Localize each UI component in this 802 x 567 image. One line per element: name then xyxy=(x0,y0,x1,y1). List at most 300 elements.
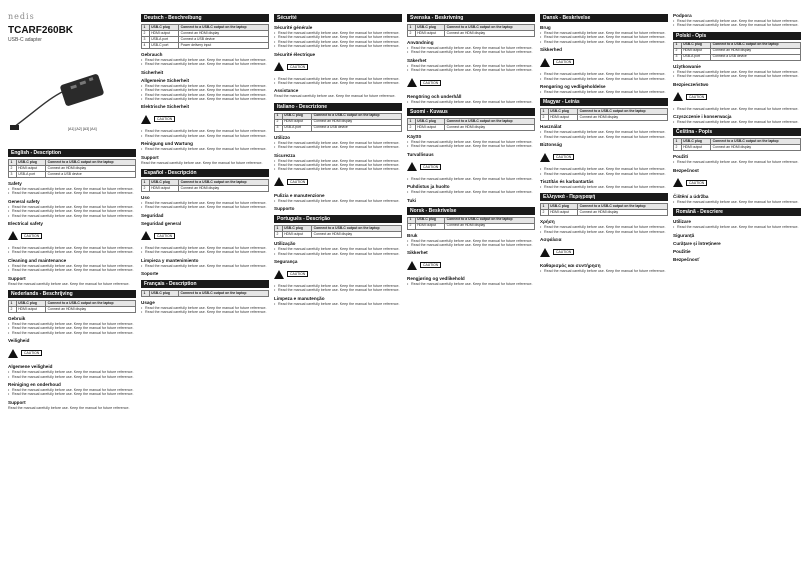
section-heading: Rengjøring og vedlikehold xyxy=(407,276,465,282)
column-4 xyxy=(407,10,535,558)
table-cell: 2 xyxy=(408,223,416,229)
body-text: • Read the manual carefully before use. Keep the manual for future reference. xyxy=(274,141,402,145)
table-cell: USB-C plug xyxy=(415,25,445,31)
body-text: • Read the manual carefully before use. Keep the manual for future reference. xyxy=(540,172,668,176)
body-text: Read the manual carefully before use. Keep the manual for future reference. xyxy=(274,94,396,99)
section-heading: Használat xyxy=(540,124,562,130)
section-heading: Podpora xyxy=(673,13,692,18)
body-text: CAUTION xyxy=(553,249,574,255)
table-cell: USB-C plug xyxy=(681,42,711,48)
table-cell: 2 xyxy=(541,115,549,121)
body-text: Read the manual carefully before use. Keep the manual for future reference. xyxy=(141,160,263,165)
body-text: • Read the manual carefully before use. Keep the manual for future reference. xyxy=(407,46,535,50)
section-title: Română - Descriere xyxy=(673,208,801,216)
body-text: CAUTION xyxy=(154,116,175,122)
caution-block xyxy=(274,174,402,190)
section-heading: Limpieza y mantenimiento xyxy=(141,257,199,263)
section-heading: Čištění a údržba xyxy=(673,193,709,199)
table-cell: Connect an HDMI display xyxy=(578,115,668,121)
section-heading: Použití xyxy=(673,154,689,160)
section-heading: Tisztítás és karbantartás xyxy=(540,179,594,185)
body-text: • Read the manual carefully before use. Keep the manual for future reference. xyxy=(673,19,801,23)
table-cell: 2 xyxy=(275,232,283,238)
body-text: • Read the manual carefully before use. Keep the manual for future reference. xyxy=(274,167,402,171)
column-6 xyxy=(673,10,801,558)
table-cell: USB-C plug xyxy=(16,160,46,166)
warning-icon xyxy=(8,231,18,240)
body-text: • Read the manual carefully before use. Keep the manual for future reference. xyxy=(274,199,402,203)
section-heading: Assistance xyxy=(274,88,299,94)
table-cell: 1 xyxy=(275,226,283,232)
table-cell: HDMI output xyxy=(282,119,312,125)
body-text: • Read the manual carefully before use. Keep the manual for future reference. xyxy=(141,310,269,314)
table-cell: HDMI output xyxy=(415,30,445,36)
body-text: • Read the manual carefully before use. Keep the manual for future reference. xyxy=(540,185,668,189)
table-cell: Connect to a USB-C output on the laptop xyxy=(711,42,801,48)
body-text: • Read the manual carefully before use. Keep the manual for future reference. xyxy=(673,120,801,124)
body-text: • Read the manual carefully before use. Keep the manual for future reference. xyxy=(8,264,136,268)
body-text: • Read the manual carefully before use. Keep the manual for future reference. xyxy=(407,243,535,247)
heading: Support xyxy=(8,275,26,281)
brand-logo: nedis xyxy=(8,12,35,21)
section-title: Sécurité xyxy=(274,14,402,22)
body-text: • Read the manual carefully before use. Keep the manual for future reference. xyxy=(141,84,269,88)
table-cell: 2 xyxy=(408,30,416,36)
table-cell: Connect an HDMI display xyxy=(445,223,535,229)
section-title: Français - Description xyxy=(141,280,269,288)
table-cell: 1 xyxy=(408,217,416,223)
section-title-en: English - Description xyxy=(8,149,136,157)
table-cell: USB-C plug xyxy=(548,109,578,115)
table-cell: 2 xyxy=(408,124,416,130)
section-heading: Sikkerhed xyxy=(540,47,562,53)
table-cell: USB-C plug xyxy=(149,180,179,186)
section-title: Português - Descrição xyxy=(274,215,402,223)
table-cell: USB-C plug xyxy=(282,226,312,232)
table-cell: Connect an HDMI display xyxy=(179,185,269,191)
heading: General safety xyxy=(8,198,40,204)
section-heading: Reinigung und Wartung xyxy=(141,141,193,147)
body-text: CAUTION xyxy=(420,262,441,268)
body-text: • Read the manual carefully before use. Keep the manual for future reference. xyxy=(540,31,668,35)
section-heading: Turvallisuus xyxy=(407,151,434,157)
table-cell: Connect an HDMI display xyxy=(711,145,801,151)
body-text: • Read the manual carefully before use. Keep the manual for future reference. xyxy=(540,90,668,94)
table-cell: Connect a USB device xyxy=(711,54,801,60)
body-text: • Read the manual carefully before use. Keep the manual for future reference. xyxy=(274,31,402,35)
spec-table xyxy=(141,24,269,49)
body-text: • Read the manual carefully before use. Keep the manual for future reference. xyxy=(407,190,535,194)
section-heading: Rengøring og vedligeholdelse xyxy=(540,84,606,90)
body-text: CAUTION xyxy=(21,233,42,239)
warning-icon xyxy=(274,177,284,186)
table-cell: 1 xyxy=(142,25,150,31)
caution-block xyxy=(8,345,136,361)
section-heading: Support xyxy=(141,154,159,160)
body-text: • Read the manual carefully before use. Keep the manual for future reference. xyxy=(407,140,535,144)
body-text: • Read the manual carefully before use. Keep the manual for future reference. xyxy=(673,225,801,229)
warning-icon xyxy=(8,349,18,358)
spec-table-en xyxy=(8,159,136,178)
caution-block xyxy=(141,111,269,127)
table-cell: 3 xyxy=(275,125,283,131)
body-text: CAUTION xyxy=(287,179,308,185)
section-title: Italiano - Descrizione xyxy=(274,103,402,111)
warning-icon xyxy=(407,261,417,270)
section-heading: Allgemeine Sicherheit xyxy=(141,77,189,83)
section-heading: Brug xyxy=(540,25,551,30)
table-cell: Connect an HDMI display xyxy=(312,232,402,238)
body-text: • Read the manual carefully before use. Keep the manual for future reference. xyxy=(407,100,535,104)
body-text: CAUTION xyxy=(420,80,441,86)
table-cell: HDMI output xyxy=(681,48,711,54)
section-heading: Siguranță xyxy=(673,232,695,238)
body-text: CAUTION xyxy=(553,59,574,65)
section-heading: Seguridad xyxy=(141,212,164,218)
body-text: • Read the manual carefully before use. Keep the manual for future reference. xyxy=(8,370,136,374)
warning-icon xyxy=(141,231,151,240)
body-text: • Read the manual carefully before use. Keep the manual for future reference. xyxy=(8,214,136,218)
body-text: • Read the manual carefully before use. Keep the manual for future reference. xyxy=(673,107,801,111)
caution-block xyxy=(407,75,535,91)
table-cell: Connect an HDMI display xyxy=(179,30,269,36)
body-text: • Read the manual carefully before use. Keep the manual for future reference. xyxy=(8,375,136,379)
table-cell: 1 xyxy=(541,109,549,115)
body-text: • Read the manual carefully before use. Keep the manual for future reference. xyxy=(407,177,535,181)
section-heading: Seguridad general xyxy=(141,220,182,226)
caution-block xyxy=(540,244,668,260)
body-text: CAUTION xyxy=(287,271,308,277)
table-cell: HDMI output xyxy=(548,210,578,216)
body-text: CAUTION xyxy=(287,64,308,70)
table-cell: 1 xyxy=(408,25,416,31)
table-cell: HDMI output xyxy=(16,165,46,171)
caution-block xyxy=(673,175,801,191)
section-heading: Biztonság xyxy=(540,142,562,148)
section-title: Deutsch - Beschreibung xyxy=(141,14,269,22)
body-text: • Read the manual carefully before use. Keep the manual for future reference. xyxy=(540,269,668,273)
table-cell: Connect an HDMI display xyxy=(578,210,668,216)
warning-icon xyxy=(540,248,550,257)
section-heading: Utilizzo xyxy=(274,134,291,140)
body-text: • Read the manual carefully before use. Keep the manual for future reference. xyxy=(540,130,668,134)
model-number: TCARF260BK xyxy=(8,25,74,36)
section-title: Magyar - Leírás xyxy=(540,98,668,106)
section-heading: Pulizia e manutenzione xyxy=(274,192,325,198)
table-cell: 2 xyxy=(142,185,150,191)
body-text: • Read the manual carefully before use. Keep the manual for future reference. xyxy=(407,64,535,68)
section-heading: Säkerhet xyxy=(407,57,427,63)
body-text: • Read the manual carefully before use. Keep the manual for future reference. xyxy=(274,35,402,39)
body-text: • Read the manual carefully before use. Keep the manual for future reference. xyxy=(274,77,402,81)
caution-block xyxy=(407,257,535,273)
body-text: • Read the manual carefully before use. Keep the manual for future reference. xyxy=(274,247,402,251)
warning-icon xyxy=(274,62,284,71)
body-text: • Read the manual carefully before use. Keep the manual for future reference. xyxy=(540,230,668,234)
body-text: • Read the manual carefully before use. Keep the manual for future reference. xyxy=(274,44,402,48)
body-text: • Read the manual carefully before use. Keep the manual for future reference. xyxy=(274,163,402,167)
body-text: CAUTION xyxy=(420,164,441,170)
section-heading: Användning xyxy=(407,39,434,45)
table-cell: USB-A port xyxy=(282,125,312,131)
caution-block xyxy=(274,266,402,282)
caution-block xyxy=(407,159,535,175)
heading: Cleaning and maintenance xyxy=(8,257,67,263)
section-heading: Sicherheit xyxy=(141,69,164,75)
spec-table xyxy=(274,113,402,132)
section-heading: Použitie xyxy=(673,248,691,254)
body-text: • Read the manual carefully before use. Keep the manual for future reference. xyxy=(8,392,136,396)
table-cell: Connect to a USB-C output on the laptop xyxy=(445,217,535,223)
body-text: CAUTION xyxy=(686,94,707,100)
section-heading: Supporto xyxy=(274,206,295,212)
body-text: • Read the manual carefully before use. Keep the manual for future reference. xyxy=(8,209,136,213)
caution-block xyxy=(540,149,668,165)
table-cell: 4 xyxy=(142,42,150,48)
table-cell: 2 xyxy=(275,119,283,125)
body-text: • Read the manual carefully before use. Keep the manual for future reference. xyxy=(141,147,269,151)
table-cell: Connect to a USB-C output on the laptop xyxy=(578,204,668,210)
body-text: • Read the manual carefully before use. Keep the manual for future reference. xyxy=(141,246,269,250)
table-cell: Connect to a USB-C output on the laptop xyxy=(312,113,402,119)
body-text: • Read the manual carefully before use. Keep the manual for future reference. xyxy=(274,159,402,163)
table-cell: USB-C plug xyxy=(282,113,312,119)
table-cell: 2 xyxy=(674,48,682,54)
table-cell: Connect to a USB-C output on the laptop xyxy=(711,139,801,145)
table-cell: 1 xyxy=(142,180,150,186)
section-title: Čeština - Popis xyxy=(673,128,801,136)
warning-icon xyxy=(407,78,417,87)
section-title: Dansk - Beskrivelse xyxy=(540,14,668,22)
spec-table xyxy=(673,42,801,61)
section-title: Norsk - Beskrivelse xyxy=(407,207,535,215)
spec-table-nl xyxy=(8,300,136,313)
section-heading: Limpeza e manutenção xyxy=(274,295,325,301)
body-text: • Read the manual carefully before use. Keep the manual for future reference. xyxy=(407,239,535,243)
section-heading: Bezpieczeństwo xyxy=(673,81,709,87)
body-text: • Read the manual carefully before use. Keep the manual for future reference. xyxy=(8,187,136,191)
section-heading: Algemene veiligheid xyxy=(8,364,53,370)
column-3 xyxy=(274,10,402,558)
body-text: • Read the manual carefully before use. Keep the manual for future reference. xyxy=(274,81,402,85)
body-text: CAUTION xyxy=(553,154,574,160)
body-text: • Read the manual carefully before use. Keep the manual for future reference. xyxy=(540,35,668,39)
section-heading: Bruk xyxy=(407,232,418,238)
body-text: • Read the manual carefully before use. Keep the manual for future reference. xyxy=(141,205,269,209)
table-cell: Connect to a USB-C output on the laptop xyxy=(445,25,535,31)
section-title: Svenska - Beskrivning xyxy=(407,14,535,22)
table-cell: Connect a USB device xyxy=(312,125,402,131)
table-cell: Connect a USB device xyxy=(179,36,269,42)
table-cell: HDMI output xyxy=(149,185,179,191)
body-text: • Read the manual carefully before use. Keep the manual for future reference. xyxy=(8,268,136,272)
section-heading: Sikkerhet xyxy=(407,250,428,256)
table-cell: HDMI output xyxy=(282,232,312,238)
warning-icon xyxy=(407,162,417,171)
body-text: • Read the manual carefully before use. Keep the manual for future reference. xyxy=(540,77,668,81)
table-cell: 2 xyxy=(674,145,682,151)
table-cell: 1 xyxy=(541,204,549,210)
table-cell: Connect an HDMI display xyxy=(711,48,801,54)
table-cell: HDMI output xyxy=(681,145,711,151)
section-heading: Gebrauch xyxy=(141,51,163,57)
body-text: Read the manual carefully before use. Keep the manual for future reference. xyxy=(8,405,130,410)
table-cell: USB-A port xyxy=(681,54,711,60)
body-text: • Read the manual carefully before use. Keep the manual for future reference. xyxy=(8,205,136,209)
body-text: • Read the manual carefully before use. Keep the manual for future reference. xyxy=(8,388,136,392)
body-text: • Read the manual carefully before use. Keep the manual for future reference. xyxy=(141,62,269,66)
caution-block xyxy=(8,228,136,244)
table-cell: Connect to a USB-C output on the laptop xyxy=(46,160,136,166)
warning-icon xyxy=(274,270,284,279)
body-text: • Read the manual carefully before use. Keep the manual for future reference. xyxy=(141,250,269,254)
body-text: • Read the manual carefully before use. Keep the manual for future reference. xyxy=(141,201,269,205)
section-heading: Καθαρισμός και συντήρηση xyxy=(540,263,601,269)
body-text: • Read the manual carefully before use. Keep the manual for future reference. xyxy=(673,23,801,27)
section-heading: Soporte xyxy=(141,271,159,276)
table-cell: 3 xyxy=(142,36,150,42)
table-cell: HDMI output xyxy=(415,223,445,229)
table-cell: HDMI output xyxy=(415,124,445,130)
section-heading: Segurança xyxy=(274,259,298,265)
heading: Electrical safety xyxy=(8,220,43,226)
spec-table xyxy=(673,138,801,151)
caution-block xyxy=(673,89,801,105)
section-heading: Bezpečnosť xyxy=(673,256,700,262)
table-cell: Connect to a USB-C output on the laptop xyxy=(46,301,136,307)
table-cell: 1 xyxy=(674,42,682,48)
section-heading: Elektrische Sicherheit xyxy=(141,104,190,110)
table-cell: 1 xyxy=(275,113,283,119)
caution-block xyxy=(274,59,402,75)
body-text: • Read the manual carefully before use. Keep the manual for future reference. xyxy=(8,331,136,335)
section-heading: Czyszczenie i konserwacja xyxy=(673,113,732,119)
body-text: • Read the manual carefully before use. Keep the manual for future reference. xyxy=(274,40,402,44)
warning-icon xyxy=(540,153,550,162)
section-heading: Usage xyxy=(141,299,155,305)
table-cell: HDMI output xyxy=(548,115,578,121)
body-text: Read the manual carefully before use. Keep the manual for future reference. xyxy=(8,281,130,286)
body-text: • Read the manual carefully before use. Keep the manual for future reference. xyxy=(8,326,136,330)
caution-block xyxy=(540,54,668,70)
body-text: • Read the manual carefully before use. Keep the manual for future reference. xyxy=(407,50,535,54)
table-cell: Connect an HDMI display xyxy=(445,124,535,130)
body-text: • Read the manual carefully before use. Keep the manual for future reference. xyxy=(274,284,402,288)
section-heading: Utilizare xyxy=(673,219,691,225)
spec-table xyxy=(141,179,269,192)
section-heading: Rengöring och underhåll xyxy=(407,93,462,99)
body-text: • Read the manual carefully before use. Keep the manual for future reference. xyxy=(673,74,801,78)
body-text: CAUTION xyxy=(21,350,42,356)
spec-table xyxy=(407,118,535,131)
section-heading: Sécurité générale xyxy=(274,25,313,30)
section-heading: Bezpečnost xyxy=(673,167,699,173)
column-2 xyxy=(141,10,269,558)
table-cell: Connect an HDMI display xyxy=(312,119,402,125)
body-text: • Read the manual carefully before use. Keep the manual for future reference. xyxy=(407,68,535,72)
spec-table xyxy=(141,290,269,297)
table-cell: 2 xyxy=(541,210,549,216)
table-cell: USB-C plug xyxy=(681,139,711,145)
column-5 xyxy=(540,10,668,558)
table-cell: Connect to a USB-C output on the laptop xyxy=(312,226,402,232)
section-heading: Uso xyxy=(141,194,150,200)
warning-icon xyxy=(540,58,550,67)
body-text: • Read the manual carefully before use. Keep the manual for future reference. xyxy=(407,282,535,286)
section-heading: Veiligheid xyxy=(8,338,30,344)
table-cell: Connect an HDMI display xyxy=(46,307,136,313)
section-heading: Użytkowanie xyxy=(673,63,701,69)
spec-table xyxy=(407,217,535,230)
table-cell: USB-A port xyxy=(16,171,46,177)
body-text: • Read the manual carefully before use. Keep the manual for future reference. xyxy=(540,40,668,44)
part-callout: [A1] [A2] [A3] [A4] xyxy=(68,127,97,131)
table-cell: HDMI output xyxy=(16,307,46,313)
section-title: Ελληνικά - Περιγραφή xyxy=(540,193,668,201)
body-text: • Read the manual carefully before use. Keep the manual for future reference. xyxy=(141,129,269,133)
caution-block xyxy=(141,228,269,244)
body-text: • Read the manual carefully before use. Keep the manual for future reference. xyxy=(141,93,269,97)
body-text: • Read the manual carefully before use. Keep the manual for future reference. xyxy=(141,264,269,268)
table-cell: Connect an HDMI display xyxy=(445,30,535,36)
table-cell: USB-C port xyxy=(149,42,179,48)
body-text: • Read the manual carefully before use. Keep the manual for future reference. xyxy=(8,246,136,250)
section-heading: Puhdistus ja huolto xyxy=(407,184,450,190)
section-heading: Käyttö xyxy=(407,133,422,139)
table-cell: Connect a USB device xyxy=(46,171,136,177)
section-title: Suomi - Kuvaus xyxy=(407,108,535,116)
body-text: • Read the manual carefully before use. Keep the manual for future reference. xyxy=(540,225,668,229)
body-text: • Read the manual carefully before use. Keep the manual for future reference. xyxy=(540,135,668,139)
body-text: • Read the manual carefully before use. Keep the manual for future reference. xyxy=(673,200,801,204)
table-cell: USB-C plug xyxy=(149,25,179,31)
body-text: • Read the manual carefully before use. Keep the manual for future reference. xyxy=(540,167,668,171)
table-cell: 1 xyxy=(142,291,150,297)
section-heading: Ασφάλεια xyxy=(540,237,562,243)
section-heading: Utilização xyxy=(274,241,296,247)
table-cell: Connect to a USB-C output on the laptop xyxy=(179,25,269,31)
section-heading: Sécurité électrique xyxy=(274,51,316,57)
table-cell: Connect to a USB-C output on the laptop xyxy=(445,119,535,125)
section-title-nl: Nederlands - Beschrijving xyxy=(8,290,136,298)
body-text: • Read the manual carefully before use. Keep the manual for future reference. xyxy=(274,145,402,149)
section-title: Polski - Opis xyxy=(673,32,801,40)
table-cell: 3 xyxy=(9,171,17,177)
table-cell: Connect to a USB-C output on the laptop xyxy=(578,109,668,115)
spec-table xyxy=(540,203,668,216)
product-illustration xyxy=(8,49,136,145)
table-cell: USB-C plug xyxy=(415,119,445,125)
section-heading: Reiniging en onderhoud xyxy=(8,382,61,388)
table-cell: 2 xyxy=(9,165,17,171)
table-cell: USB-C plug xyxy=(415,217,445,223)
table-cell: USB-C plug xyxy=(16,301,46,307)
body-text: • Read the manual carefully before use. Keep the manual for future reference. xyxy=(141,306,269,310)
table-cell: 1 xyxy=(674,139,682,145)
body-text: • Read the manual carefully before use. Keep the manual for future reference. xyxy=(141,88,269,92)
section-heading: Gebruik xyxy=(8,315,26,321)
body-text: • Read the manual carefully before use. Keep the manual for future reference. xyxy=(274,288,402,292)
table-cell: Connect to a USB-C output on the laptop xyxy=(179,180,269,186)
body-text: • Read the manual carefully before use. Keep the manual for future reference. xyxy=(141,134,269,138)
warning-icon xyxy=(673,178,683,187)
body-text: • Read the manual carefully before use. Keep the manual for future reference. xyxy=(8,191,136,195)
section-heading: Sicurezza xyxy=(274,152,296,158)
body-text: • Read the manual carefully before use. Keep the manual for future reference. xyxy=(8,250,136,254)
body-text: • Read the manual carefully before use. Keep the manual for future reference. xyxy=(141,58,269,62)
section-heading: Tuki xyxy=(407,197,417,203)
table-cell: 2 xyxy=(9,307,17,313)
